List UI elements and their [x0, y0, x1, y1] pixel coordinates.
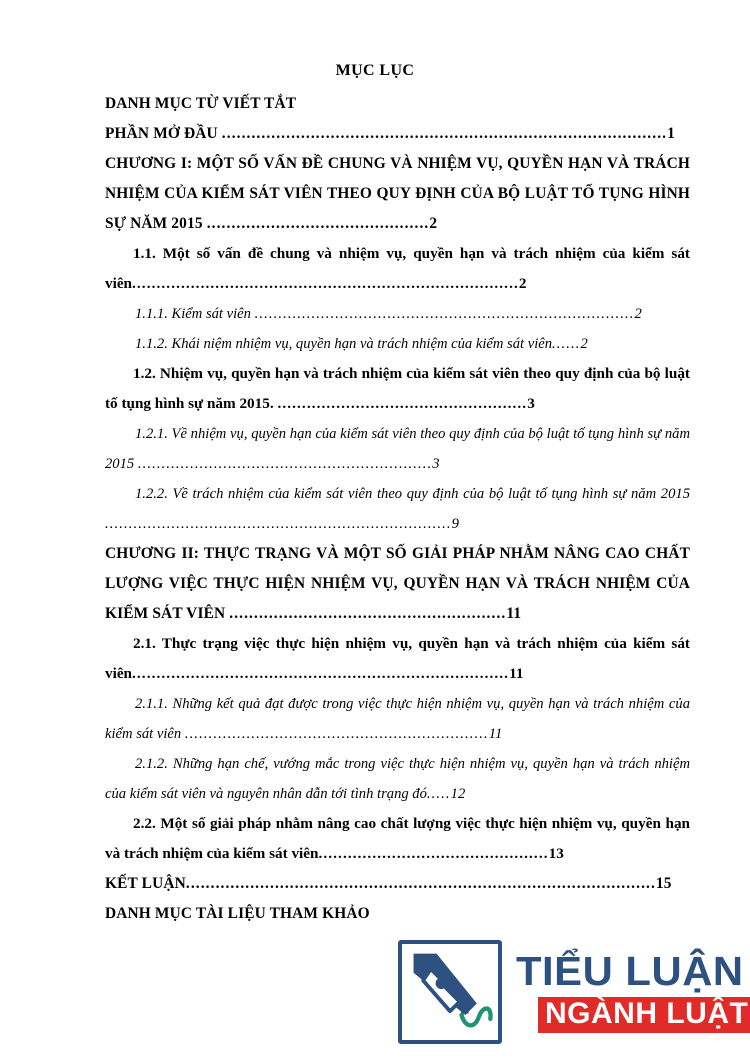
toc-page-number: 2 — [580, 336, 588, 352]
toc-dot-leader: ................................................................................ — [254, 306, 635, 322]
toc-page-number: 2 — [429, 215, 438, 232]
toc-dot-leader: .......................................................................................... — [221, 125, 668, 142]
toc-entry-tail — [207, 215, 438, 232]
watermark-logo — [398, 928, 750, 1056]
toc-entry-tail — [427, 786, 465, 802]
toc-entry-label: 2.1. Thực trạng việc thực hiện nhiệm vụ, quyền hạn và trách nhiệm của kiểm sát viên — [105, 635, 690, 682]
toc-page-number: 2 — [634, 306, 642, 322]
toc-entry-tail — [229, 605, 521, 622]
toc-entry-label: 2.1.1. Những kết quả đạt được trong việc thực hiện nhiệm vụ, quyền hạn và trách nhiệm của kiểm sát viên — [105, 696, 690, 742]
toc-entry-label: 2.1.2. Những hạn chế, vướng mắc trong việc thực hiện nhiệm vụ, quyền hạn và trách nhiệm của kiểm sát viên và nguyên nhân dẫn tới tình trạng đó — [105, 756, 690, 802]
toc-page-number: 11 — [488, 726, 503, 742]
toc-entry-label: CHƯƠNG II: THỰC TRẠNG VÀ MỘT SỐ GIẢI PHÁP NHẰM NÂNG CAO CHẤT LƯỢNG VIỆC THỰC HIỆN NHIỆM VỤ, QUYỀN HẠN VÀ TRÁCH NHIỆM CỦA KIỂM SÁT VIÊN — [105, 545, 690, 622]
toc-entry-tail — [552, 336, 588, 352]
toc-entry[interactable] — [105, 89, 690, 119]
toc-entry[interactable] — [105, 119, 690, 149]
toc-dot-leader: ........................................................ — [229, 605, 507, 622]
toc-dot-leader: .............................................................. — [137, 456, 433, 472]
toc-entry-tail — [185, 726, 502, 742]
toc-entry[interactable] — [105, 539, 690, 629]
toc-page-number: 15 — [655, 875, 672, 892]
toc-entry-label: 1.2.1. Về nhiệm vụ, quyền hạn của kiểm sát viên theo quy định của bộ luật tố tụng hình sự năm 2015 — [105, 426, 690, 472]
toc-entry-label: 1.1.2. Khái niệm nhiệm vụ, quyền hạn và trách nhiệm của kiểm sát viên — [135, 336, 553, 352]
logo-line-nganh-luat: NGÀNH LUẬT — [538, 997, 750, 1033]
toc-entry-label: 1.1. Một số vấn đề chung và nhiệm vụ, quyền hạn và trách nhiệm của kiểm sát viên — [105, 245, 690, 292]
toc-entry[interactable] — [105, 329, 690, 359]
toc-entry[interactable] — [105, 629, 690, 689]
table-of-contents — [105, 89, 690, 929]
toc-entry[interactable] — [105, 899, 690, 929]
toc-entry-label: 1.2.2. Về trách nhiệm của kiểm sát viên theo quy định của bộ luật tố tụng hình sự năm 2015 — [135, 486, 690, 502]
toc-entry[interactable] — [105, 869, 690, 899]
toc-dot-leader: ................................................... — [277, 395, 528, 412]
toc-entry[interactable] — [105, 689, 690, 749]
logo-text — [516, 948, 750, 1033]
logo-line-tieu-luan: TIỂU LUẬN — [516, 948, 744, 994]
toc-page-number: 2 — [518, 275, 527, 292]
toc-dot-leader: ............................................. — [206, 215, 430, 232]
toc-dot-leader: ............................................... — [318, 845, 549, 862]
toc-entry-tail — [186, 875, 672, 892]
toc-entry[interactable] — [105, 479, 690, 539]
toc-dot-leader: ............................................................................................... — [185, 875, 656, 892]
toc-entry-label: KẾT LUẬN — [105, 875, 186, 892]
fountain-pen-nib-icon — [398, 940, 502, 1044]
toc-entry-tail — [222, 125, 675, 142]
toc-page-number: 11 — [509, 665, 524, 682]
toc-entry[interactable] — [105, 239, 690, 299]
toc-entry-tail — [105, 516, 459, 532]
toc-dot-leader: ...... — [552, 336, 581, 352]
toc-entry-tail — [138, 456, 440, 472]
toc-entry-label: 1.2. Nhiệm vụ, quyền hạn và trách nhiệm của kiểm sát viên theo quy định của bộ luật tố tụng hình sự năm 2015. — [105, 365, 690, 412]
toc-entry-label: 2.2. Một số giải pháp nhằm nâng cao chất lượng việc thực hiện nhiệm vụ, quyền hạn và trách nhiệm của kiểm sát viên — [105, 815, 690, 862]
toc-entry-label: 1.1.1. Kiểm sát viên — [135, 306, 255, 322]
toc-entry[interactable] — [105, 419, 690, 479]
toc-entry[interactable] — [105, 809, 690, 869]
toc-entry-tail — [132, 665, 523, 682]
toc-entry-tail — [318, 845, 563, 862]
toc-dot-leader: ..... — [426, 786, 451, 802]
toc-entry-tail — [277, 395, 534, 412]
toc-entry-tail — [132, 275, 526, 292]
toc-dot-leader: ......................................................................... — [105, 516, 452, 532]
page-title: MỤC LỤC — [335, 62, 415, 79]
toc-page-number: 3 — [432, 456, 440, 472]
toc-entry-label: PHẦN MỞ ĐẦU — [105, 125, 222, 142]
toc-page-number: 9 — [451, 516, 459, 532]
toc-entry[interactable] — [105, 299, 690, 329]
toc-entry[interactable] — [105, 749, 690, 809]
toc-page-number: 1 — [667, 125, 675, 142]
toc-page-number: 12 — [450, 786, 466, 802]
toc-entry-label: DANH MỤC TỪ VIẾT TẮT — [105, 95, 297, 112]
toc-page-number: 13 — [548, 845, 564, 862]
toc-entry[interactable] — [105, 359, 690, 419]
toc-page-number: 11 — [506, 605, 522, 622]
toc-entry-tail — [255, 306, 642, 322]
toc-entry[interactable] — [105, 149, 690, 239]
toc-dot-leader: ............................................................................. — [132, 665, 510, 682]
toc-entry-label: DANH MỤC TÀI LIỆU THAM KHẢO — [105, 905, 370, 922]
toc-page-number: 3 — [527, 395, 535, 412]
toc-dot-leader: ............................................................................... — [132, 275, 519, 292]
toc-entry-label: CHƯƠNG I: MỘT SỐ VẤN ĐỀ CHUNG VÀ NHIỆM VỤ, QUYỀN HẠN VÀ TRÁCH NHIỆM CỦA KIỂM SÁT VIÊN THEO QUY ĐỊNH CỦA BỘ LUẬT TỐ TỤNG HÌNH SỰ NĂM 2015 — [105, 155, 690, 232]
toc-dot-leader: ................................................................ — [184, 726, 489, 742]
